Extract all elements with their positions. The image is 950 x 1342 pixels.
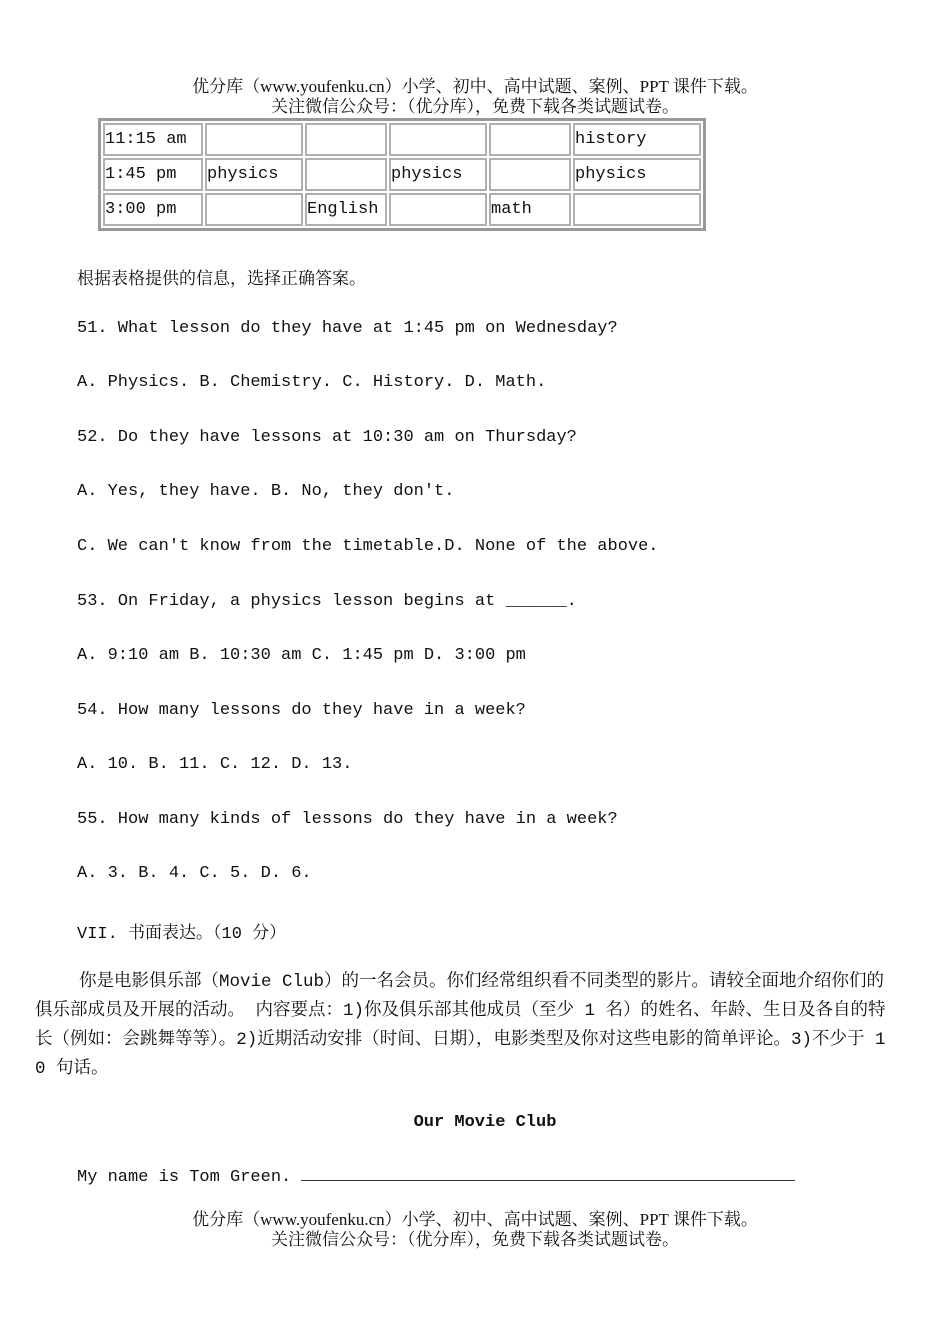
table-cell bbox=[205, 123, 303, 156]
header-line-2: 关注微信公众号：（优分库），免费下载各类试题试卷。 bbox=[271, 97, 679, 116]
footer-line-2: 关注微信公众号：（优分库），免费下载各类试题试卷。 bbox=[271, 1230, 679, 1249]
essay-starter-line bbox=[77, 1168, 795, 1187]
table-cell bbox=[489, 158, 571, 191]
header-line-1: 优分库（www.youfenku.cn）小学、初中、高中试题、案例、PPT 课件下载。 bbox=[192, 77, 758, 96]
table-cell bbox=[573, 193, 701, 226]
options-55: A. 3. B. 4. C. 5. D. 6. bbox=[77, 864, 312, 883]
table-row bbox=[103, 158, 701, 191]
table-cell: 11:15 am bbox=[103, 123, 203, 156]
options-51: A. Physics. B. Chemistry. C. History. D. Math. bbox=[77, 373, 547, 392]
table-cell bbox=[205, 193, 303, 226]
essay-title: Our Movie Club bbox=[413, 1113, 557, 1132]
question-51: 51. What lesson do they have at 1:45 pm on Wednesday? bbox=[77, 319, 618, 338]
table-cell: physics bbox=[205, 158, 303, 191]
table-cell: physics bbox=[573, 158, 701, 191]
table-cell: math bbox=[489, 193, 571, 226]
options-54: A. 10. B. 11. C. 12. D. 13. bbox=[77, 755, 353, 774]
instruction: 根据表格提供的信息，选择正确答案。 bbox=[77, 271, 366, 290]
essay-starter: My name is Tom Green. bbox=[77, 1168, 292, 1187]
options-52-c-d: C. We can't know from the timetable.D. None of the above. bbox=[77, 537, 659, 556]
table-cell: physics bbox=[389, 158, 487, 191]
writing-prompt: 你是电影俱乐部（Movie Club）的一名会员。你们经常组织看不同类型的影片。请较全面地介绍你们的俱乐部成员及开展的活动。 内容要点：1)你及俱乐部其他成员（至少 1 名）的姓名、年龄、生日及各自的特长（例如：会跳舞等等）。2)近期活动安排（时间、日期），电影类型及你对这些电影的简单评论。3)不少于 1 0 句话。 bbox=[35, 972, 886, 1079]
table-cell bbox=[389, 123, 487, 156]
table-cell bbox=[305, 123, 387, 156]
table-row bbox=[103, 193, 701, 226]
table-cell: English bbox=[305, 193, 387, 226]
options-52-a-b: A. Yes, they have. B. No, they don't. bbox=[77, 482, 455, 501]
table-cell: 1:45 pm bbox=[103, 158, 203, 191]
table-row bbox=[103, 123, 701, 156]
answer-blank[interactable] bbox=[301, 1168, 795, 1181]
table-cell: history bbox=[573, 123, 701, 156]
table-cell bbox=[389, 193, 487, 226]
section-heading: VII. 书面表达。（10 分） bbox=[77, 925, 287, 944]
table-cell bbox=[305, 158, 387, 191]
timetable bbox=[98, 118, 706, 231]
question-54: 54. How many lessons do they have in a week? bbox=[77, 701, 526, 720]
question-53: 53. On Friday, a physics lesson begins at ______. bbox=[77, 592, 577, 611]
table-cell: 3:00 pm bbox=[103, 193, 203, 226]
question-55: 55. How many kinds of lessons do they have in a week? bbox=[77, 810, 618, 829]
page-header bbox=[0, 77, 950, 117]
options-53: A. 9:10 am B. 10:30 am C. 1:45 pm D. 3:00 pm bbox=[77, 646, 526, 665]
question-52: 52. Do they have lessons at 10:30 am on Thursday? bbox=[77, 428, 577, 447]
page-footer bbox=[0, 1210, 950, 1250]
table-cell bbox=[489, 123, 571, 156]
footer-line-1: 优分库（www.youfenku.cn）小学、初中、高中试题、案例、PPT 课件下载。 bbox=[192, 1210, 758, 1229]
